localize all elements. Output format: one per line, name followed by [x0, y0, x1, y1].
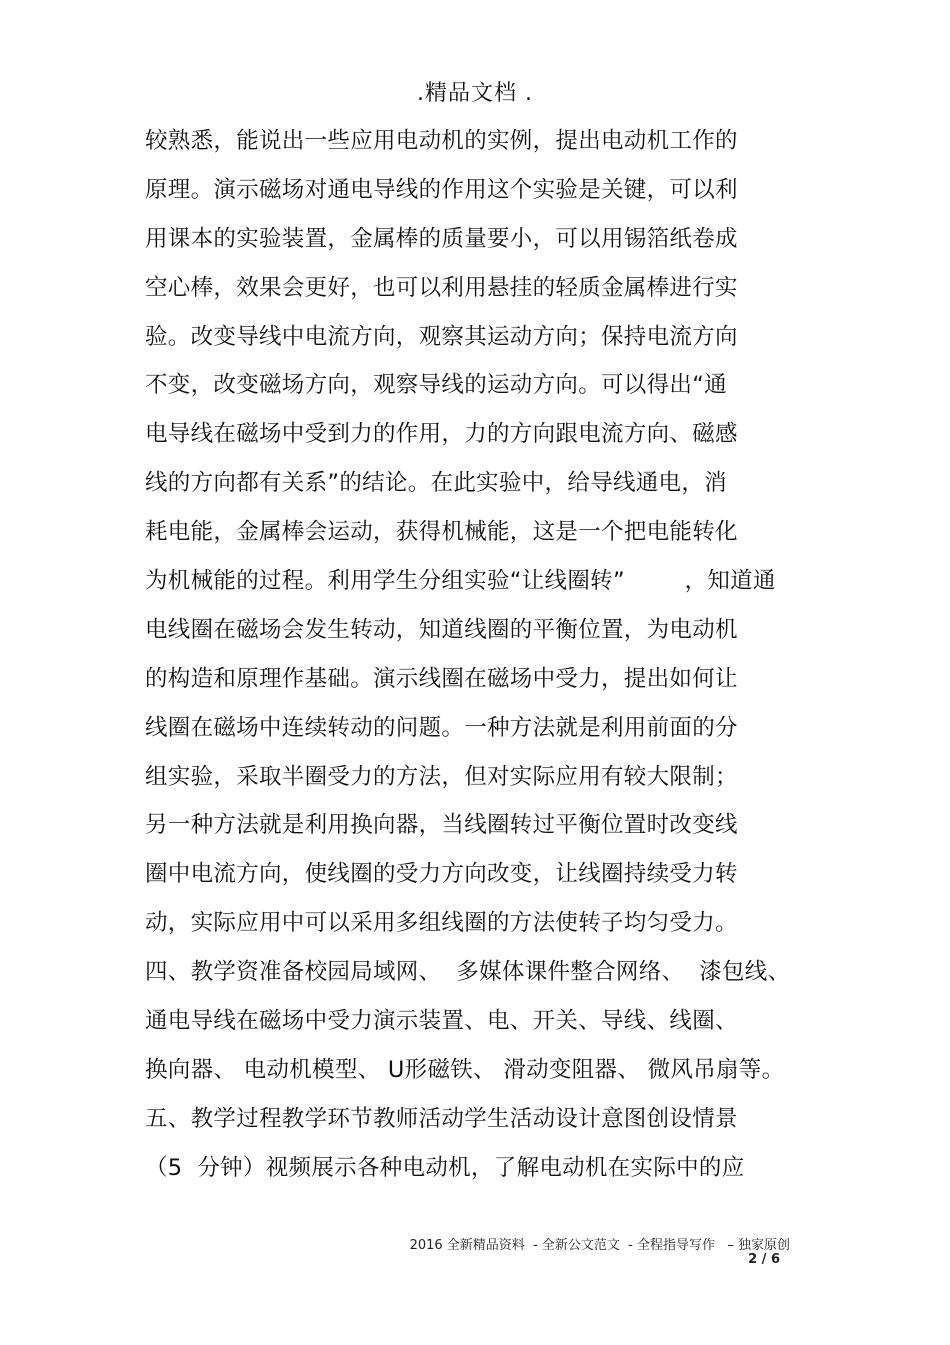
text-line: （5 分钟）视频展示各种电动机，了解电动机在实际中的应 — [145, 1154, 745, 1181]
text-line: 不变，改变磁场方向，观察导线的运动方向。可以得出“通 — [145, 372, 727, 399]
text-line: 为机械能的过程。利用学生分组实验“让线圈转” ，知道通 — [145, 568, 776, 595]
page-footer: 2016 全新精品资料 - 全新公文范文 - 全程指导写作 – 独家原创 — [409, 1238, 790, 1253]
text-line: 电线圈在磁场会发生转动，知道线圈的平衡位置，为电动机 — [145, 616, 738, 643]
text-line: 空心棒，效果会更好，也可以利用悬挂的轻质金属棒进行实 — [145, 274, 738, 301]
body-text — [145, 123, 825, 1199]
text-line: 动，实际应用中可以采用多组线圈的方法使转子均匀受力。 — [145, 910, 738, 937]
text-line: 圈中电流方向，使线圈的受力方向改变，让线圈持续受力转 — [145, 861, 738, 888]
text-line: 换向器、 电动机模型、 U形磁铁、 滑动变阻器、 微风吊扇等。 — [145, 1056, 785, 1083]
section-heading-line: 五、教学过程教学环节教师活动学生活动设计意图创设情景 — [145, 1105, 738, 1132]
text-line: 较熟悉，能说出一些应用电动机的实例，提出电动机工作的 — [145, 128, 738, 154]
text-line: 另一种方法就是利用换向器，当线圈转过平衡位置时改变线 — [145, 812, 738, 839]
text-line: 验。改变导线中电流方向，观察其运动方向；保持电流方向 — [145, 323, 738, 350]
text-line: 线的方向都有关系”的结论。在此实验中，给导线通电，消 — [145, 470, 727, 497]
text-line: 组实验，采取半圈受力的方法，但对实际应用有较大限制； — [145, 763, 738, 790]
text-line: 通电导线在磁场中受力演示装置、电、开关、导线、线圈、 — [145, 1008, 738, 1035]
text-line: 线圈在磁场中连续转动的问题。一种方法就是利用前面的分 — [145, 714, 738, 741]
page-header-title: .精品文档 . — [417, 81, 533, 106]
text-line: 用课本的实验装置，金属棒的质量要小，可以用锡箔纸卷成 — [145, 225, 738, 252]
text-line: 电导线在磁场中受到力的作用，力的方向跟电流方向、磁感 — [145, 421, 738, 448]
page-number: 2 / 6 — [748, 1252, 780, 1267]
text-line: 原理。演示磁场对通电导线的作用这个实验是关键，可以利 — [145, 176, 738, 203]
text-line: 耗电能，金属棒会运动，获得机械能，这是一个把电能转化 — [145, 519, 738, 546]
text-line: 的构造和原理作基础。演示线圈在磁场中受力，提出如何让 — [145, 665, 738, 692]
section-heading-line: 四、教学资准备校园局域网、 多媒体课件整合网络、 漆包线、 — [145, 959, 791, 986]
